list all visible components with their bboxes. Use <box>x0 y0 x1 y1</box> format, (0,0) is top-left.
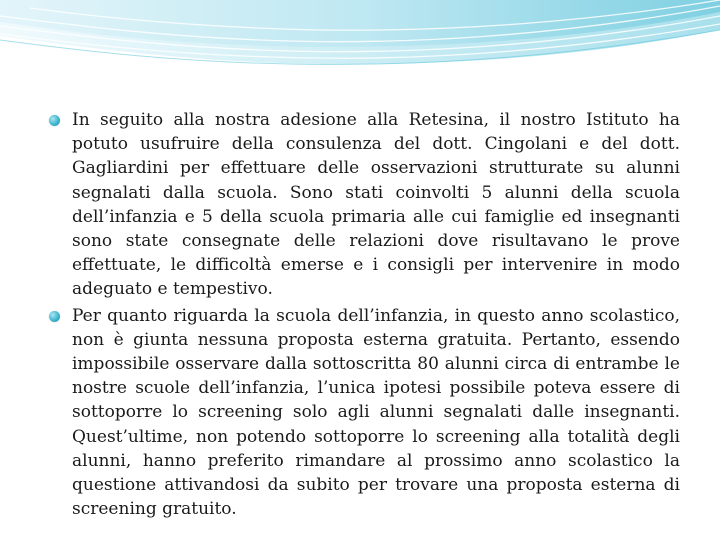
bullet-dot-icon <box>49 115 60 126</box>
bullet-dot-icon <box>49 311 60 322</box>
bullet-text-2: Per quanto riguarda la scuola dell’infanzia, in questo anno scolastico, non è giunta nessuna proposta esterna gratuita. Pertanto, essendo impossibile osservare dalla sottoscritta 80 alunni circa di entrambe le nostre scuole dell’infanzia, l’unica ipotesi possibile poteva essere di sottoporre lo screening solo agli alunni segnalati dalle insegnanti. Quest’ultime, non potendo sottoporre lo screening alla totalità degli alunni, hanno preferito rimandare al prossimo anno scolastico la questione attivandosi da subito per trovare una proposta esterna di screening gratuito. <box>72 305 680 520</box>
bullet-list <box>48 108 680 523</box>
wave-decoration <box>0 0 720 90</box>
bullet-item-2 <box>48 304 680 522</box>
bullet-item-1 <box>48 108 680 302</box>
bullet-text-1: In seguito alla nostra adesione alla Retesina, il nostro Istituto ha potuto usufruire della consulenza del dott. Cingolani e del dott. Gagliardini per effettuare delle osservazioni strutturate su alunni segnalati dalla scuola. Sono stati coinvolti 5 alunni della scuola dell’infanzia e 5 della scuola primaria alle cui famiglie ed insegnanti sono state consegnate delle relazioni dove risultavano le prove effettuate, le difficoltà emerse e i consigli per intervenire in modo adeguato e tempestivo. <box>72 110 680 300</box>
